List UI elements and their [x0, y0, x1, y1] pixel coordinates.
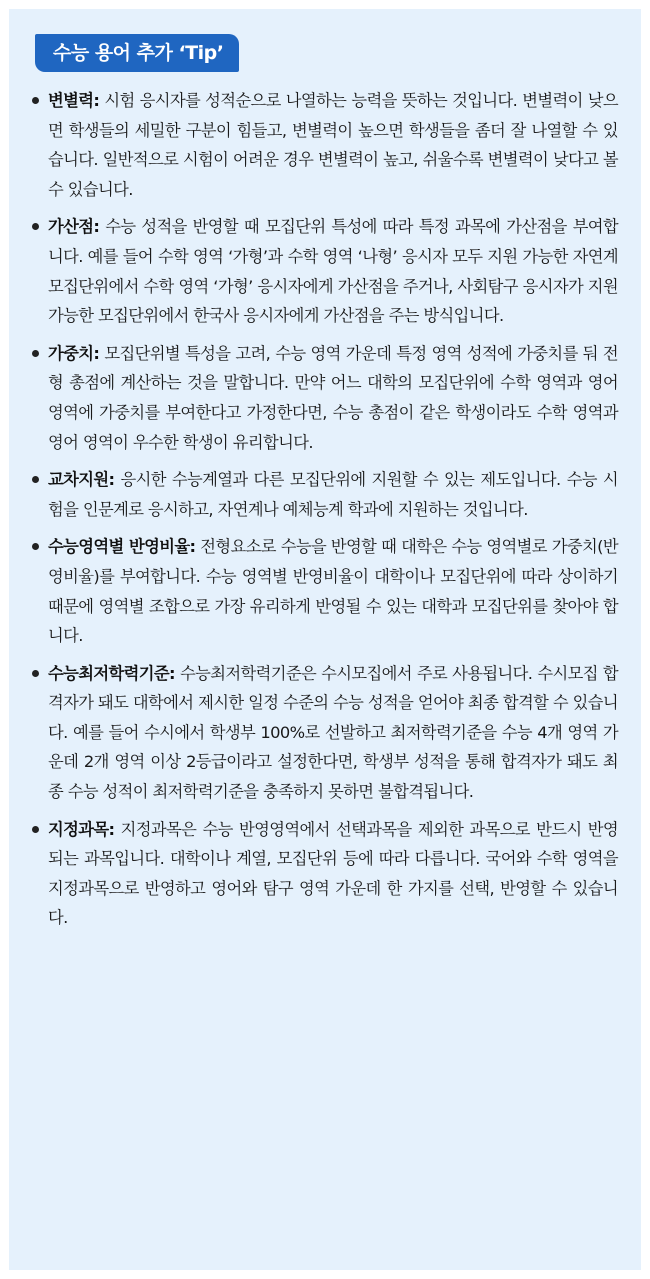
term-item-minimum-standard	[30, 659, 618, 807]
bullet-icon	[32, 670, 39, 677]
term-item-reflection-ratio	[30, 532, 618, 650]
term-item-bonus-points	[30, 212, 618, 330]
bullet-icon	[32, 476, 39, 483]
term-label: 수능영역별 반영비율:	[48, 537, 196, 557]
term-label: 교차지원:	[48, 470, 115, 490]
term-label: 수능최저학력기준:	[48, 663, 175, 683]
term-definition: 수능최저학력기준은 수시모집에서 주로 사용됩니다. 수시모집 합격자가 돼도 대학에서 제시한 일정 수준의 수능 성적을 얻어야 최종 합격할 수 있습니다. 예를 들어 수시에서 학생부 100%로 선발하고 최저학력기준을 수능 4개 영역 가운데 2개 영역 이상 2등급이라고 설정한다면, 학생부 성적을 통해 합격자가 돼도 최종 수능 성적이 최저학력기준을 충족하지 못하면 불합격됩니다.	[48, 663, 619, 802]
term-label: 가산점:	[48, 217, 100, 237]
term-label: 변별력:	[48, 91, 100, 110]
tip-panel	[9, 9, 641, 1270]
bullet-icon	[32, 350, 39, 357]
term-list	[30, 86, 618, 941]
term-item-discrimination	[30, 86, 618, 204]
bullet-icon	[32, 543, 39, 550]
tip-header-tag: 수능 용어 추가 ‘Tip’	[35, 34, 239, 72]
term-item-designated-subject	[30, 815, 618, 933]
term-definition: 수능 성적을 반영할 때 모집단위 특성에 따라 특정 과목에 가산점을 부여합니다. 예를 들어 수학 영역 ‘가형’과 수학 영역 ‘나형’ 응시자 모두 지원 가능한 자연계 모집단위에서 수학 영역 ‘가형’ 응시자에게 가산점을 주거나, 사회탐구 응시자가 지원 가능한 모집단위에서 한국사 응시자에게 가산점을 주는 방식입니다.	[48, 217, 619, 326]
term-label: 지정과목:	[48, 819, 115, 839]
term-definition: 모집단위별 특성을 고려, 수능 영역 가운데 특정 영역 성적에 가중치를 둬 전형 총점에 계산하는 것을 말합니다. 만약 어느 대학의 모집단위에 수학 영역과 영어 영역에 가중치를 부여한다고 가정한다면, 수능 총점이 같은 학생이라도 수학 영역과 영어 영역이 우수한 학생이 유리합니다.	[48, 343, 618, 452]
term-definition: 응시한 수능계열과 다른 모집단위에 지원할 수 있는 제도입니다. 수능 시험을 인문계로 응시하고, 자연계나 예체능계 학과에 지원하는 것입니다.	[48, 470, 618, 519]
bullet-icon	[32, 826, 39, 833]
term-definition: 전형요소로 수능을 반영할 때 대학은 수능 영역별로 가중치(반영비율)를 부여합니다. 수능 영역별 반영비율이 대학이나 모집단위에 따라 상이하기 때문에 영역별 조합으로 가장 유리하게 반영될 수 있는 대학과 모집단위를 찾아야 합니다.	[48, 537, 618, 646]
term-label: 가중치:	[48, 343, 100, 363]
term-item-cross-application	[30, 465, 618, 524]
bullet-icon	[32, 223, 39, 230]
term-definition: 지정과목은 수능 반영영역에서 선택과목을 제외한 과목으로 반드시 반영되는 과목입니다. 대학이나 계열, 모집단위 등에 따라 다릅니다. 국어와 수학 영역을 지정과목으로 반영하고 영어와 탐구 영역 가운데 한 가지를 선택, 반영할 수 있습니다.	[48, 819, 618, 928]
term-item-weighting	[30, 339, 618, 457]
term-definition: 시험 응시자를 성적순으로 나열하는 능력을 뜻하는 것입니다. 변별력이 낮으면 학생들의 세밀한 구분이 힘들고, 변별력이 높으면 학생들을 좀더 잘 나열할 수 있습니다. 일반적으로 시험이 어려운 경우 변별력이 높고, 쉬울수록 변별력이 낮다고 볼 수 있습니다.	[48, 91, 619, 199]
bullet-icon	[32, 97, 39, 104]
